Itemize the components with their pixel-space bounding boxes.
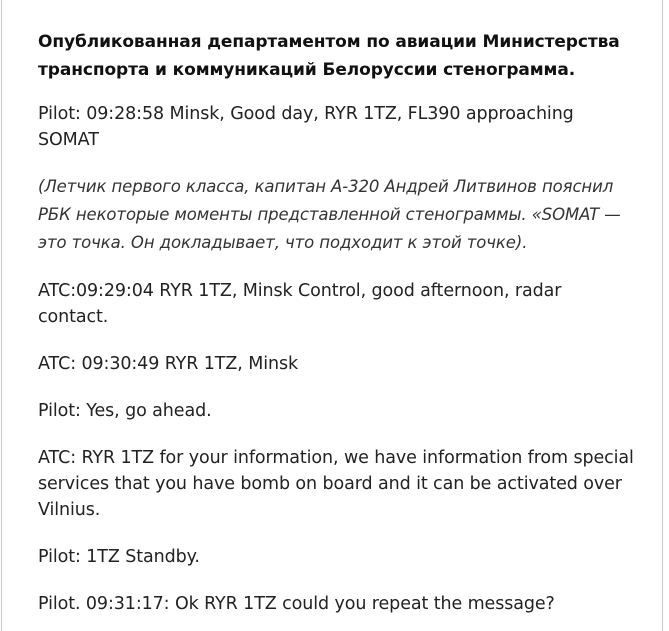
transcript-paragraph: [38, 101, 638, 153]
paragraph-line: services that you have bomb on board and it can be activated over: [38, 474, 622, 494]
paragraph-line: contact.: [38, 307, 109, 327]
quote-line: (Летчик первого класса, капитан А-320 Андрей Литвинов пояснил: [38, 177, 614, 196]
quote-paragraph: [38, 173, 638, 257]
paragraph-line: ATC:09:29:04 RYR 1TZ, Minsk Control, good afternoon, radar: [38, 281, 562, 301]
quote-line: это точка. Он докладывает, что подходит к этой точке).: [38, 233, 528, 252]
transcript-paragraph: [38, 445, 638, 523]
paragraph-line: SOMAT: [38, 130, 99, 150]
transcript-paragraph: [38, 278, 638, 330]
transcript-paragraph: [38, 351, 638, 377]
paragraph-line: Pilot. 09:31:17: Ok RYR 1TZ could you repeat the message?: [38, 594, 555, 614]
lead-line: Опубликованная департаментом по авиации Министерства: [38, 32, 620, 52]
quote-line: РБК некоторые моменты представленной стенограммы. «SOMAT —: [38, 205, 621, 224]
transcript-paragraph: [38, 398, 638, 424]
transcript-paragraph: [38, 591, 638, 617]
paragraph-line: ATC: RYR 1TZ for your information, we have information from special: [38, 448, 634, 468]
lead-line: транспорта и коммуникаций Белоруссии стенограмма.: [38, 60, 576, 80]
article-body: [38, 28, 638, 617]
transcript-paragraph: [38, 544, 638, 570]
paragraph-line: Pilot: Yes, go ahead.: [38, 401, 212, 421]
paragraph-line: Pilot: 1TZ Standby.: [38, 547, 200, 567]
article-frame: [1, 0, 663, 631]
paragraph-line: Pilot: 09:28:58 Minsk, Good day, RYR 1TZ, FL390 approaching: [38, 104, 574, 124]
lead-paragraph: [38, 28, 638, 84]
paragraph-line: Vilnius.: [38, 500, 101, 520]
paragraph-line: ATC: 09:30:49 RYR 1TZ, Minsk: [38, 354, 299, 374]
